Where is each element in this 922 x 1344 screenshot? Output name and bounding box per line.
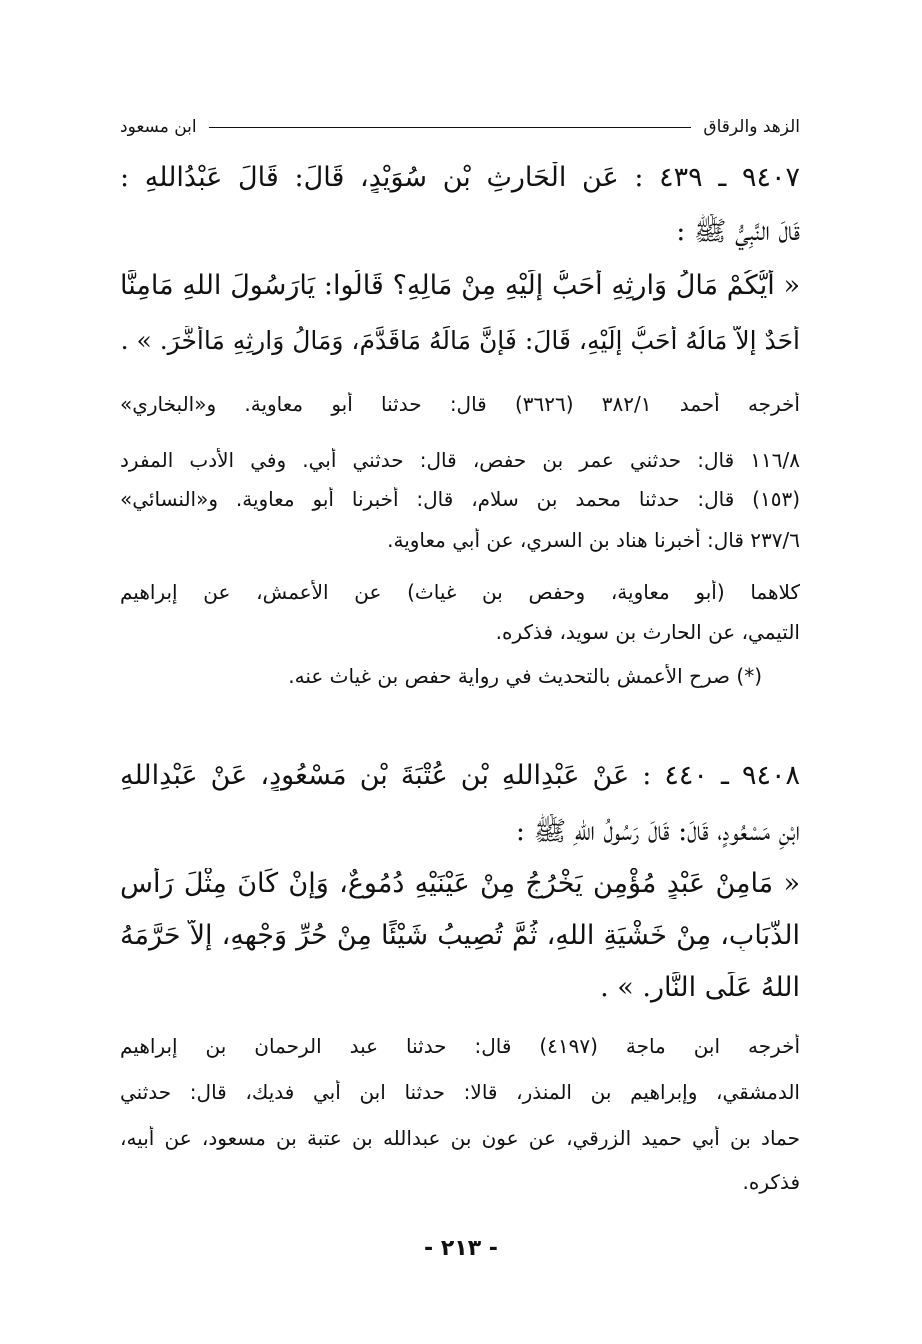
hadith-2-line: الذُّبَابِ، مِنْ خَشْيَةِ اللهِ، ثُمَّ تُصِيبُ شَيْئًا مِنْ حُرِّ وَجْهِهِ، إِلاَّ حَرَّمَهُ	[120, 920, 800, 951]
footnote-line: (*) صرح الأعمش بالتحديث في رواية حفص بن غياث عنه.	[288, 664, 762, 688]
hadith-1-line: أَحَدٌ إِلاَّ مَالُهُ أَحَبُّ إِلَيْهِ، قَالَ: فَإِنَّ مَالَهُ مَاقَدَّمَ، وَمَالُ وَارِثِهِ مَاأَخَّرَ. » .	[120, 326, 800, 355]
reference-line: كلاهما (أبو معاوية، وحفص بن غياث) عن الأعمش، عن إبراهيم	[120, 580, 800, 604]
hadith-2-heading: ٩٤٠٨ ـ ٤٤٠ : عَنْ عَبْدِاللهِ بْنِ عُتْبَةَ بْنِ مَسْعُودٍ، عَنْ عَبْدِاللهِ	[120, 760, 800, 791]
reference-line: ١١٦/٨ قال: حدثني عمر بن حفص، قال: حدثني أبي. وفي الأدب المفرد	[120, 448, 800, 472]
page-number: - ٢١٣ -	[424, 1236, 498, 1261]
reference-line: أخرجه ابن ماجة (٤١٩٧) قال: حدثنا عبد الرحمان بن إبراهيم	[120, 1034, 800, 1058]
hadith-2-line: ابْنِ مَسْعُودٍ، قَالَ: قَالَ رَسُولُ اللهِ ﷺ :	[515, 816, 800, 847]
header-author: ابن مسعود	[120, 117, 197, 137]
hadith-1-line: « أَيُّكُمْ مَالُ وَارِثِهِ أَحَبُّ إِلَيْهِ مِنْ مَالِهِ؟ قَالُوا: يَارَسُولَ اللهِ مَامِنَّا	[120, 270, 800, 301]
hadith-1-heading: ٩٤٠٧ ـ ٤٣٩ : عَنِ الْحَارِثِ بْنِ سُوَيْدٍ، قَالَ: قَالَ عَبْدُاللهِ :	[120, 162, 800, 193]
reference-line: التيمي، عن الحارث بن سويد، فذكره.	[495, 620, 800, 644]
reference-line: الدمشقي، وإبراهيم بن المنذر، قالا: حدثنا ابن أبي فديك، قال: حدثني	[120, 1080, 800, 1104]
hadith-2-line: اللهُ عَلَى النَّارِ. » .	[600, 972, 800, 1003]
reference-line: أخرجه أحمد ٣٨٢/١ (٣٦٢٦) قال: حدثنا أبو معاوية. و«البخاري»	[120, 392, 800, 416]
header-section-title: الزهد والرقاق	[703, 117, 800, 137]
reference-line: حماد بن أبي حميد الزرقي، عن عون بن عبدالله بن عتبة بن مسعود، عن أبيه،	[120, 1126, 800, 1150]
running-header	[120, 112, 800, 142]
hadith-1-line: قَالَ النَّبِيُّ ﷺ :	[676, 216, 800, 247]
hadith-2-line: « مَامِنْ عَبْدٍ مُؤْمِنٍ يَخْرُجُ مِنْ عَيْنَيْهِ دُمُوعٌ، وَإِنْ كَانَ مِثْلَ رَأْسِ	[120, 868, 800, 899]
reference-line: فذكره.	[742, 1170, 800, 1194]
header-rule	[209, 127, 692, 128]
reference-line: (١٥٣) قال: حدثنا محمد بن سلام، قال: أخبرنا أبو معاوية. و«النسائي»	[120, 487, 800, 511]
reference-line: ٢٣٧/٦ قال: أخبرنا هناد بن السري، عن أبي معاوية.	[387, 528, 800, 552]
